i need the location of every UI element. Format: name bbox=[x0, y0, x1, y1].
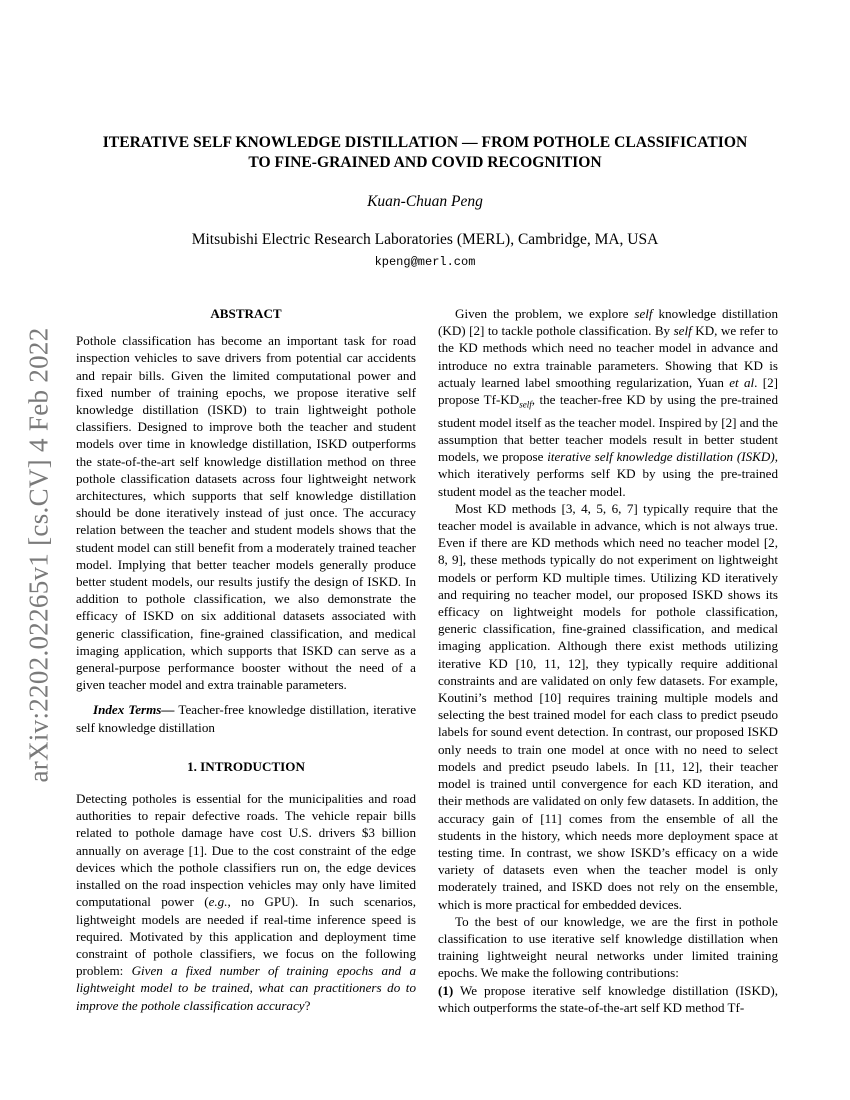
rc-subscript-self: self bbox=[519, 399, 532, 410]
abstract-heading: ABSTRACT bbox=[210, 306, 282, 321]
author-name: Kuan-Chuan Peng bbox=[367, 193, 483, 210]
contribution-1-label: (1) bbox=[438, 982, 454, 998]
index-terms bbox=[76, 701, 416, 735]
rc-self-2: self bbox=[673, 323, 692, 339]
rc-self-1: self bbox=[634, 306, 653, 321]
paper-title bbox=[70, 133, 780, 173]
rc-text-a: Given the problem, we explore bbox=[455, 306, 635, 321]
title-line-1: ITERATIVE SELF KNOWLEDGE DISTILLATION — FROM POTHOLE CLASSIFICATION bbox=[102, 134, 748, 151]
rc-text-c: KD, we refer to the KD methods which need no teacher model in advance and introduce no extra trainable parameters. Showing that KD is actualy learned label smoothing regularization, Yuan bbox=[438, 323, 779, 390]
intro-text-a: Detecting potholes is essential for the municipalities and road authorities to repair defective roads. The vehicle repair bills related to pothole damage have cost U.S. drivers $3 billion annually on average [1]. Due to the cost constraint of the edge devices which the pothole classifiers run on, the edge devices installed on the road inspection vehicles may only have limited computational power ( bbox=[76, 791, 416, 910]
right-paragraph-3: To the best of our knowledge, we are the first in pothole classification to use iterative self knowledge distillation when training lightweight neural networks under limited training epochs. We make the following contributions: bbox=[438, 913, 778, 981]
title-line-2: TO FINE-GRAINED AND COVID RECOGNITION bbox=[248, 154, 602, 171]
rc-text-f: , which iteratively performs self KD by using the pre-trained student model as the teacher model. bbox=[438, 449, 778, 499]
right-paragraph-1 bbox=[438, 305, 778, 500]
author-email: kpeng@merl.com bbox=[374, 255, 476, 269]
rc-text-d: . [2] propose Tf-KD bbox=[438, 374, 778, 408]
rc-text-e: , the teacher-free KD by using the pre-trained student model itself as the teacher model. Inspired by [2] and the assumption that better teacher models result in better student models, we propose bbox=[438, 392, 778, 465]
left-column bbox=[76, 305, 416, 1014]
contribution-1 bbox=[438, 982, 778, 1016]
abstract-text: Pothole classification has become an important task for road inspection vehicles to save drivers from potential car accidents and repair bills. Given the limited computational power and fixed number of training epochs, we propose iterative self knowledge distillation (ISKD) to train lightweight pothole classifiers. Designed to improve both the teacher and student models over time in knowledge distillation, ISKD outperforms the state-of-the-art self knowledge distillation method on three pothole classification datasets across four lightweight network architectures, which supports that self knowledge distillation should be done iteratively instead of just once. The accuracy relation between the teacher and student models shows that the student model can still benefit from a moderately trained teacher model. Implying that better teacher models generally produce better student models, our results justify the design of ISKD. In addition to pothole classification, we also demonstrate the efficacy of ISKD on six additional datasets associated with generic classification, fine-grained classification, and medical imaging application, which supports that ISKD can serve as a general-purpose performance booster without the need of a given teacher model and extra trainable parameters. bbox=[76, 333, 416, 693]
intro-text-b: , no GPU). In such scenarios, lightweight models are needed if real-time inference speed is required. Motivated by this application and deployment time constraint of pothole classifiers, we focus on the following problem: bbox=[76, 894, 416, 979]
contribution-1-text: We propose iterative self knowledge distillation (ISKD), which outperforms the state-of-the-art self KD method Tf- bbox=[438, 982, 778, 1015]
intro-text-eg: e.g. bbox=[208, 894, 228, 910]
intro-heading: 1. INTRODUCTION bbox=[187, 758, 305, 774]
index-terms-label: Index Terms— bbox=[93, 702, 175, 718]
intro-paragraph-1 bbox=[76, 790, 416, 1014]
right-paragraph-2: Most KD methods [3, 4, 5, 6, 7] typically require that the teacher model is available in advance, which is not always true. Even if there are KD methods which need no teacher model [2, 8, 9], these methods typically do not experiment on lightweight models or perform KD multiple times. Utilizing KD iteratively and requiring no teacher model, our proposed ISKD shows its efficacy on lightweight models for pothole classification, generic classification, fine-grained classification, and medical imaging application. Although there exist methods utilizing iterative KD [10, 11, 12], they typically require additional constraints and are validated on only few datasets. For example, Koutini’s method [10] requires training multiple models and selecting the best trained model for each class to predict pseudo labels for sound event detection. In contrast, our proposed ISKD only needs to train one model at once with no need to select models and predict pseudo labels. In [11, 12], their teacher model is trained until convergence for each KD iteration, and their methods are validated on only few datasets. In addition, the accuracy gain of [11] comes from the ensemble of all the students in the history, which needs more deployment space at testing time. In contrast, we show ISKD’s efficacy on a wide variety of datasets even when the teacher model is only moderately trained, and ISKD does not rely on the ensemble, which is more practical for embedded devices. bbox=[438, 500, 778, 912]
arxiv-identifier: arXiv:2202.02265v1 [cs.CV] 4 Feb 2022 bbox=[23, 327, 54, 783]
rc-text-b: knowledge distillation (KD) [2] to tackle pothole classification. By bbox=[438, 306, 778, 339]
intro-text-end: ? bbox=[304, 997, 311, 1013]
rc-etal: et al bbox=[729, 374, 755, 390]
intro-question: Given a fixed number of training epochs and a lightweight model to be trained, what can practitioners do to improve the pothole classification accuracy bbox=[76, 963, 416, 1013]
right-column bbox=[438, 305, 778, 1016]
affiliation: Mitsubishi Electric Research Laboratories (MERL), Cambridge, MA, USA bbox=[191, 231, 659, 248]
rc-iskd-term: iterative self knowledge distillation (ISKD) bbox=[547, 449, 775, 465]
index-terms-text: Teacher-free knowledge distillation, iterative self knowledge distillation bbox=[76, 702, 417, 735]
